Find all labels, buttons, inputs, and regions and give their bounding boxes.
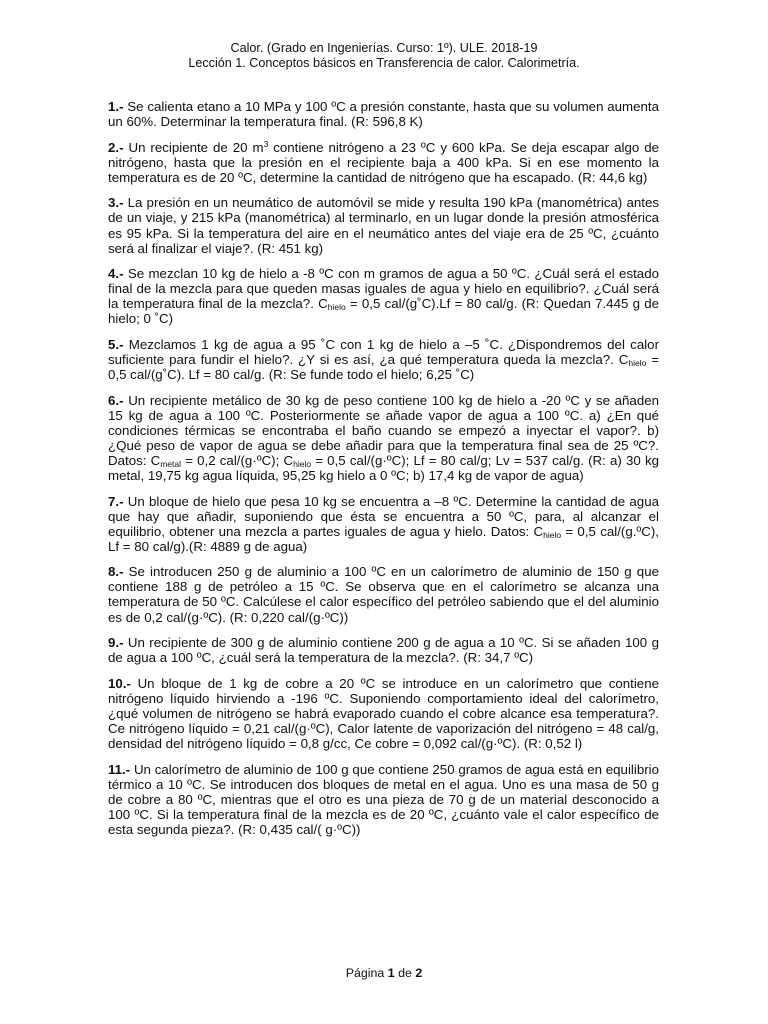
subscript: metal [160,458,182,469]
problem-number: 7.- [108,493,124,509]
problem-number: 6.- [108,392,124,408]
problem-number: 2.- [108,139,124,155]
problem-number: 8.- [108,564,124,580]
document-header [0,41,768,71]
problem-8: 8.- Se introducen 250 g de aluminio a 100 ºC en un calorímetro de aluminio de 150 g que contiene 188 g de petróleo a 15 ºC. Se observa que en el calorímetro se alcanza una temperatura de 50 ºC. Calcúlese el calor específico del petróleo sabiendo que el del aluminio es de 0,2 cal/(g·ºC). (R: 0,220 cal/(g·ºC)) [108,564,659,625]
header-lesson-line: Lección 1. Conceptos básicos en Transferencia de calor. Calorimetría. [188,56,580,70]
problem-number: 9.- [108,635,124,651]
problem-number: 5.- [108,336,124,352]
problem-number: 3.- [108,195,124,211]
problem-10: 10.- Un bloque de 1 kg de cobre a 20 ºC se introduce en un calorímetro que contiene nitrógeno líquido hirviendo a -196 ºC. Suponiendo comportamiento ideal del calorímetro, ¿qué volumen de nitrógeno se habrá evaporado cuando el cobre alcance esa temperatura?. Ce nitrógeno líquido = 0,21 cal/(g·ºC), Calor latente de vaporización del nitrógeno = 48 cal/g, densidad del nitrógeno líquido = 0,8 g/cc, Ce cobre = 0,092 cal/(g·ºC). (R: 0,52 l) [108,675,659,752]
current-page: 1 [387,966,395,980]
problem-4: 4.- Se mezclan 10 kg de hielo a -8 ºC con m gramos de agua a 50 ºC. ¿Cuál será el estado final de la mezcla para que queden masas iguales de agua y hielo en equilibrio?. ¿Cuál será la temperatura final de la mezcla?. $C_{hielo} = 0,5$ cal/(g˚C).Lf = 80 cal/g. (R: Quedan 7.445 g de hielo; 0 ˚C) [108,266,660,327]
superscript: 3 [263,138,269,149]
problem-number: 1.- [108,99,124,114]
problem-number: 11.- [108,761,131,777]
problem-list [108,99,659,848]
problem-1: 1.- Se calienta etano a 10 MPa y 100 ºC a presión constante, hasta que su volumen aumenta un 60%. Determinar la temperatura final. (R: 596,8 K) [108,99,659,130]
problem-5: 5.- Mezclamos 1 kg de agua a 95 ˚C con 1 kg de hielo a –5 ˚C. ¿Dispondremos del calor suficiente para fundir el hielo?. ¿Y si es así, ¿a qué temperatura queda la mezcla?. $C_{hielo} = 0,5$ cal/(g˚C). Lf = 80 cal/g. (R: Se funde todo el hielo; 6,25 ˚C) [108,336,659,383]
subscript: hielo [327,302,346,313]
subscript: hielo [293,458,312,469]
problem-6: 6.- Un recipiente metálico de 30 kg de peso contiene 100 kg de hielo a -20 ºC y se añaden 15 kg de agua a 100 ºC. Posteriormente se añade vapor de agua a 100 ºC. a) ¿En qué condiciones térmicas se encontraba el baño cuando se empezó a inyectar el vapor?. b) ¿Qué peso de vapor de agua se debe añadir para que la temperatura final sea de 25 ºC?. Datos: $C_{metal} = 0,2$ cal/(g·ºC); $C_{hielo} = 0,5$ cal/(g·ºC); Lf = 80 cal/g; Lv = 537 cal/g. (R: a) 30 kg metal, 19,75 kg agua líquida, 95,25 kg hielo a 0 ºC; b) 17,4 kg de vapor de agua) [108,392,660,483]
total-pages: 2 [415,966,423,980]
subscript: hielo [628,358,647,369]
page-number-footer: Página 1 de 2 [345,966,423,980]
problem-7: 7.- Un bloque de hielo que pesa 10 kg se encuentra a –8 ºC. Determine la cantidad de agua que hay que añadir, suponiendo que ésta se encuentra a 50 ºC, para, al alcanzar el equilibrio, obtener una mezcla a partes iguales de agua y hielo. Datos: $C_{hielo} = 0,5$ cal/(g.ºC), Lf = 80 cal/g).(R: 4889 g de agua) [108,493,660,554]
header-course-line: Calor. (Grado en Ingenierías. Curso: 1º). ULE. 2018-19 [230,41,538,55]
problem-9: 9.- Un recipiente de 300 g de aluminio contiene 200 g de agua a 10 ºC. Si se añaden 100 g de agua a 100 ºC, ¿cuál será la temperatura de la mezcla?. (R: 34,7 ºC) [108,635,659,666]
problem-number: 10.- [108,675,131,691]
problem-11: 11.- Un calorímetro de aluminio de 100 g que contiene 250 gramos de agua está en equilibrio térmico a 10 ºC. Se introducen dos bloques de metal en el agua. Uno es una masa de 50 g de cobre a 80 ºC, mientras que el otro es una pieza de 70 g de un material desconocido a 100 ºC. Si la temperatura final de la mezcla es de 20 ºC, ¿cuánto vale el calor específico de esta segunda pieza?. (R: 0,435 cal/( g·ºC)) [108,761,659,837]
problem-number: 4.- [108,266,124,282]
problem-3: 3.- La presión en un neumático de automóvil se mide y resulta 190 kPa (manométrica) antes de un viaje, y 215 kPa (manométrica) al terminarlo, en un lugar donde la presión atmosférica es 95 kPa. Si la temperatura del aire en el neumático antes del viaje era de 25 ºC, ¿cuánto será al finalizar el viaje?. (R: 451 kg) [108,195,659,256]
problem-2: 2.- Un recipiente de 20 $m^3$ contiene nitrógeno a 23 ºC y 600 kPa. Se deja escapar algo de nitrógeno, hasta que la presión en el recipiente baja a 400 kPa. Si en ese momento la temperatura es de 20 ºC, determine la cantidad de nitrógeno que ha escapado. (R: 44,6 kg) [108,138,660,185]
subscript: hielo [543,529,562,540]
